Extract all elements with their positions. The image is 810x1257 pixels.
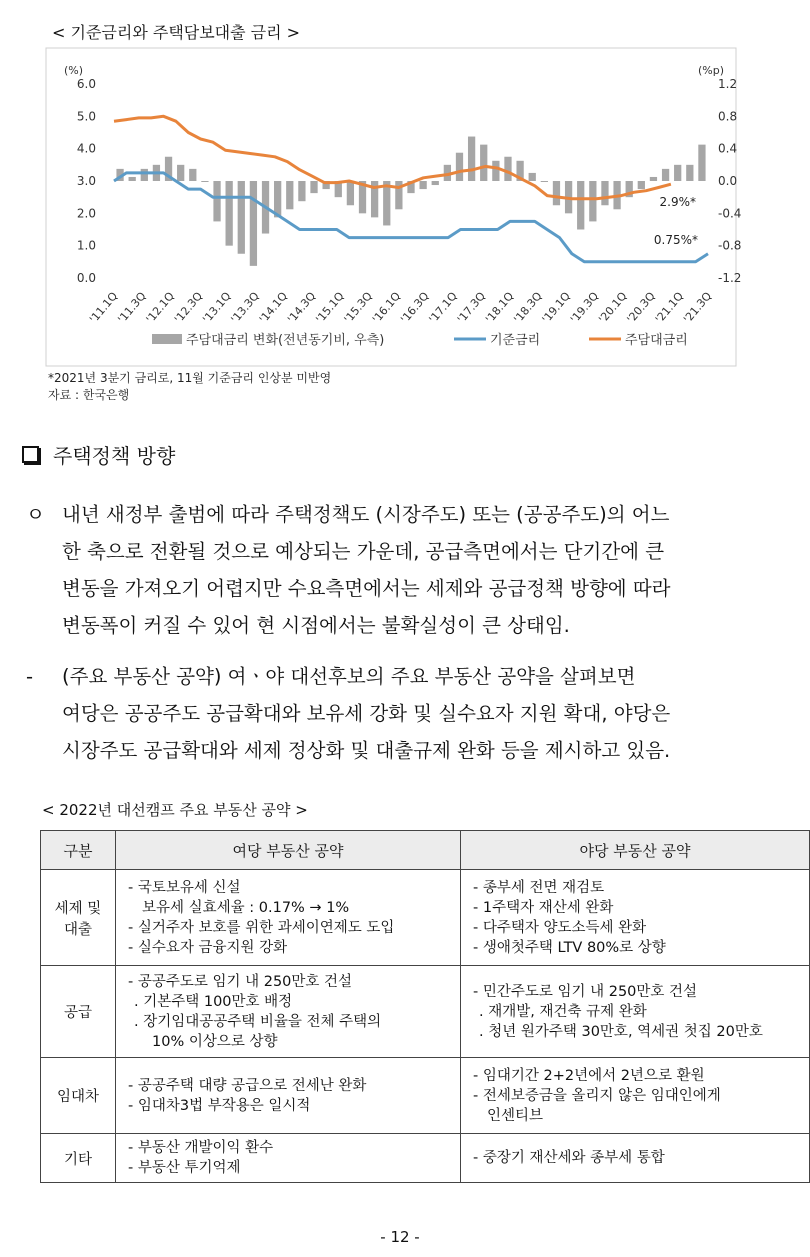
pledge-item: . 재개발, 재건축 규제 완화 [479,1003,647,1020]
pledge-item: 인센티브 [487,1107,544,1124]
table-row [41,966,810,1058]
pledge-item: . 청년 원가주택 30만호, 역세권 첫집 20만호 [479,1023,763,1040]
pledge-item: - 종부세 전면 재검토 [473,879,605,896]
pledge-item: 보유세 실효세율 : 0.17% → 1% [142,899,350,916]
rate-chart [46,48,742,366]
x-tick-label: '19.3Q [567,289,602,326]
ruling-pledges [116,870,461,966]
right-tick-label: 0.0 [718,174,738,188]
paragraph-line: (주요 부동산 공약) 여ㆍ야 대선후보의 주요 부동산 공약을 살펴보면 [62,665,636,688]
page-number: - 12 - [380,1228,420,1246]
right-tick-label: -0.4 [718,206,742,221]
header-category: 구분 [41,831,116,870]
pledge-item: - 전세보증금을 올리지 않은 임대인에게 [473,1087,721,1104]
bar [504,157,511,181]
x-tick-label: '13.3Q [228,289,262,326]
pledge-item: 10% 이상으로 상향 [152,1033,278,1050]
bar [553,181,560,205]
bar [177,165,184,181]
bar [480,145,487,181]
legend-bar-swatch [152,334,182,344]
bar [250,181,257,266]
bar [213,181,220,221]
ruling-pledges [116,1134,461,1183]
pledge-item: - 생애첫주택 LTV 80%로 상향 [473,939,666,956]
x-tick-label: '16.3Q [398,289,432,326]
opposition-pledges [461,966,810,1058]
paragraph-lines [62,496,671,644]
bar [226,181,233,246]
bar [298,181,305,201]
bar [674,165,681,181]
x-tick-label: '17.1Q [426,289,460,326]
category-line: 임대차 [56,1089,100,1105]
table-row [41,870,810,966]
paragraph-line: 여당은 공공주도 공급확대와 보유세 강화 및 실수요자 지원 확대, 야당은 [62,702,671,725]
bullet-paragraph-2 [26,658,800,770]
right-axis-unit: (%p) [698,64,725,77]
bar [419,181,426,189]
bar [541,181,548,182]
row-category [41,870,116,966]
right-tick-label: 1.2 [718,77,738,91]
row-category [41,1134,116,1183]
pledge-item: - 실수요자 금융지원 강화 [128,939,288,956]
legend-base-label: 기준금리 [490,333,541,348]
bar [201,181,208,182]
pledge-item: - 실거주자 보호를 위한 과세이연제도 도입 [128,919,395,936]
x-tick-label: '16.1Q [369,289,404,326]
category-line: 기타 [63,1151,92,1168]
x-tick-label: '12.1Q [143,289,177,326]
bar [238,181,245,254]
bar [347,181,354,205]
chart-title: < 기준금리와 주택담보대출 금리 > [52,23,301,42]
circle-bullet: ㅇ [26,503,45,526]
annotation-base-rate: 0.75%* [653,233,698,247]
pledge-item: - 국토보유세 신설 [128,879,241,896]
category-line: 대출 [63,921,92,938]
bar [650,177,657,181]
x-tick-label: '19.1Q [539,289,573,326]
left-axis-unit: (%) [64,64,84,77]
pledge-table [40,830,810,1183]
paragraph-lines [62,658,670,769]
pledge-item: - 공공주도로 임기 내 250만호 건설 [128,973,353,990]
bar [468,137,475,181]
pledge-item: - 임대차3법 부작용은 일시적 [128,1097,311,1114]
opposition-pledges [461,870,810,966]
paragraph-line: 변동폭이 커질 수 있어 현 시점에서는 불확실성이 큰 상태임. [62,614,570,637]
paragraph-line: 시장주도 공급확대와 세제 정상화 및 대출규제 완화 등을 제시하고 있음. [62,739,671,762]
pledge-item: . 장기임대공공주택 비율을 전체 주택의 [134,1013,382,1030]
bar [589,181,596,221]
pledge-item: - 민간주도로 임기 내 250만호 건설 [473,983,698,1000]
annotation-mortgage-rate: 2.9%* [659,195,696,209]
row-category [41,966,116,1058]
table-row [41,1058,810,1134]
left-tick-label: 3.0 [76,174,96,188]
header-ruling: 여당 부동산 공약 [116,831,461,870]
bar [141,169,148,181]
x-tick-label: '17.3Q [454,289,489,326]
x-tick-label: '15.3Q [341,289,375,326]
left-tick-label: 0.0 [76,271,96,285]
right-tick-label: -0.8 [718,238,742,253]
left-tick-label: 5.0 [76,109,96,124]
opposition-pledges [461,1134,810,1183]
left-tick-label: 4.0 [76,141,96,156]
bar [662,169,669,181]
bar [686,165,693,181]
x-tick-label: '21.3Q [681,289,715,326]
bar [189,169,196,181]
category-line: 세제 및 [54,900,102,917]
bar [698,145,705,181]
legend-bar-label: 주담대금리 변화(전년동기비, 우측) [186,333,385,348]
x-tick-label: '21.1Q [652,289,687,326]
x-tick-label: '11.1Q [87,289,121,326]
chart-footnote: *2021년 3분기 금리로, 11월 기준금리 인상분 미반영 [48,371,332,385]
bar [577,181,584,230]
ruling-pledges [116,1058,461,1134]
x-tick-label: '14.1Q [256,289,291,326]
pledge-item: - 공공주택 대량 공급으로 전세난 완화 [128,1077,367,1094]
section-title: 주택정책 방향 [53,444,176,468]
paragraph-line: 내년 새정부 출범에 따라 주택정책도 (시장주도) 또는 (공공주도)의 어느 [62,503,670,526]
x-tick-label: '18.1Q [483,289,517,326]
left-tick-label: 2.0 [76,206,96,221]
right-tick-label: -1.2 [718,271,742,285]
table-row [41,1134,810,1183]
pledge-item: - 중장기 재산세와 종부세 통합 [473,1150,665,1166]
x-tick-label: '13.1Q [200,289,234,326]
bullet-paragraph-1 [26,496,800,646]
right-tick-label: 0.4 [718,141,738,156]
ruling-pledges [116,966,461,1058]
bar [601,181,608,205]
x-tick-label: '12.3Q [171,289,206,326]
x-tick-label: '20.1Q [596,289,630,326]
bar [456,153,463,181]
opposition-pledges [461,1058,810,1134]
bar [129,177,136,181]
x-tick-label: '15.1Q [313,289,347,326]
bar [529,173,536,181]
bar [638,181,645,189]
bar [310,181,317,193]
x-tick-label: '14.3Q [285,289,319,326]
dash-bullet: - [26,665,34,688]
checkbox-square-icon [22,446,39,463]
pledge-item: - 임대기간 2+2년에서 2년으로 환원 [473,1067,705,1084]
x-tick-label: '11.3Q [115,289,149,326]
x-tick-label: '20.3Q [624,289,658,326]
left-tick-label: 6.0 [76,77,96,91]
legend-mortgage-label: 주담대금리 [625,333,688,348]
bar [492,161,499,181]
pledge-item: . 기본주택 100만호 배정 [134,993,293,1010]
right-tick-label: 0.8 [718,109,738,124]
row-category [41,1058,116,1134]
chart-source: 자료 : 한국은행 [48,388,130,402]
left-tick-label: 1.0 [76,238,96,253]
header-opposition: 야당 부동산 공약 [461,831,810,870]
bar [286,181,293,209]
paragraph-line: 변동을 가져오기 어렵지만 수요측면에서는 세제와 공급정책 방향에 따라 [62,577,671,600]
pledge-item: - 부동산 투기억제 [128,1160,241,1176]
paragraph-line: 한 축으로 전환될 것으로 예상되는 가운데, 공급측면에서는 단기간에 큰 [62,540,665,563]
table-title: < 2022년 대선캠프 주요 부동산 공약 > [42,801,308,819]
section-heading [22,440,175,469]
pledge-item: - 다주택자 양도소득세 완화 [473,919,647,936]
pledge-item: - 1주택자 재산세 완화 [473,899,614,916]
category-line: 공급 [63,1005,92,1021]
bar [432,181,439,185]
pledge-item: - 부동산 개발이익 환수 [128,1140,274,1156]
x-tick-label: '18.3Q [511,289,545,326]
